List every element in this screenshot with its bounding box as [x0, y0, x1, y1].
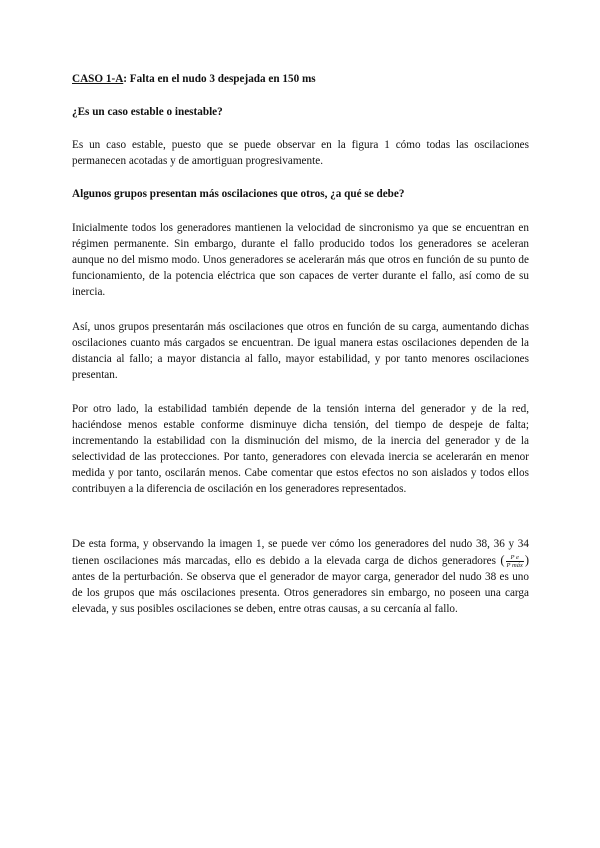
- question-oscillations: Algunos grupos presentan más oscilaciones que otros, ¿a qué se debe?: [72, 188, 405, 200]
- paragraph-initial-state: Inicialmente todos los generadores mantienen la velocidad de sincronismo ya que se encuentran en régimen permanente. Sin embargo, durante el fallo producido todos los generadores se aceleran aunque no del mismo modo. Unos generadores se acelerarán más que otros en función de su punto de funcionamiento, de la potencia eléctrica que son capaces de verter durante el fallo, así como de su inercia.: [72, 222, 529, 298]
- case-title-text: : Falta en el nudo 3 despejada en 150 ms: [123, 73, 316, 85]
- question-stability: ¿Es un caso estable o inestable?: [72, 106, 223, 118]
- paragraph-voltage-inertia: Por otro lado, la estabilidad también depende de la tensión interna del generador y de la red, haciéndose menos estable conforme disminuye dicha tensión, del tiempo de despeje de falta; incrementando la estabilidad con la disminución del mismo, de la inercia del generador y de la selectividad de las protecciones. Por tanto, generadores con elevada inercia se acelerarán en menor medida y por tanto, oscilarán menos. Cabe comentar que estos efectos no son aislados y todos ellos contribuyen a la diferencia de oscilación en los generadores representados.: [72, 403, 529, 495]
- fraction-numerator: P e: [506, 554, 524, 562]
- observations-text-end: antes de la perturbación. Se observa que el generador de mayor carga, generador del nudo 38 es uno de los grupos que más oscilaciones presenta. Otros generadores sin embargo, no poseen una carga elevada, y sus posibles oscilaciones se deben, entre otras causas, a su cercanía al fallo.: [72, 571, 529, 615]
- case-label: CASO 1-A: [72, 73, 124, 85]
- observations-text-start: De esta forma, y observando la imagen 1, se puede ver cómo los generadores del nudo 38, 36 y 34 tienen oscilaciones más marcadas, ello es debido a la elevada carga de dichos generadores: [72, 538, 529, 567]
- load-fraction-formula: [506, 554, 524, 569]
- paragraph-observations: De esta forma, y observando la imagen 1, se puede ver cómo los generadores del nudo 38, 36 y 34 tienen oscilaciones más marcadas, ello es debido a la elevada carga de dichos generadores ( $\frac{\text{P e}}{\text{P máx}}$ ) antes de la perturbación. Se observa que el generador de mayor carga, generador del nudo 38 es uno de los grupos que más oscilaciones presenta. Otros generadores sin embargo, no poseen una carga elevada, y sus posibles oscilaciones se deben, entre otras causas, a su cercanía al fallo.: [72, 538, 530, 615]
- fraction-denominator: P máx: [506, 561, 523, 569]
- case-title: [72, 71, 529, 87]
- paragraph-load-distance: Así, unos grupos presentarán más oscilaciones que otros en función de su carga, aumentando dichas oscilaciones cuanto más cargados se encuentran. De igual manera estas oscilaciones dependen de la distancia al fallo; a mayor distancia al fallo, mayor estabilidad, y por tanto menores oscilaciones presentan.: [72, 321, 529, 381]
- answer-stability: Es un caso estable, puesto que se puede observar en la figura 1 cómo todas las oscilaciones permanecen acotadas y de amortiguan progresivamente.: [72, 139, 529, 167]
